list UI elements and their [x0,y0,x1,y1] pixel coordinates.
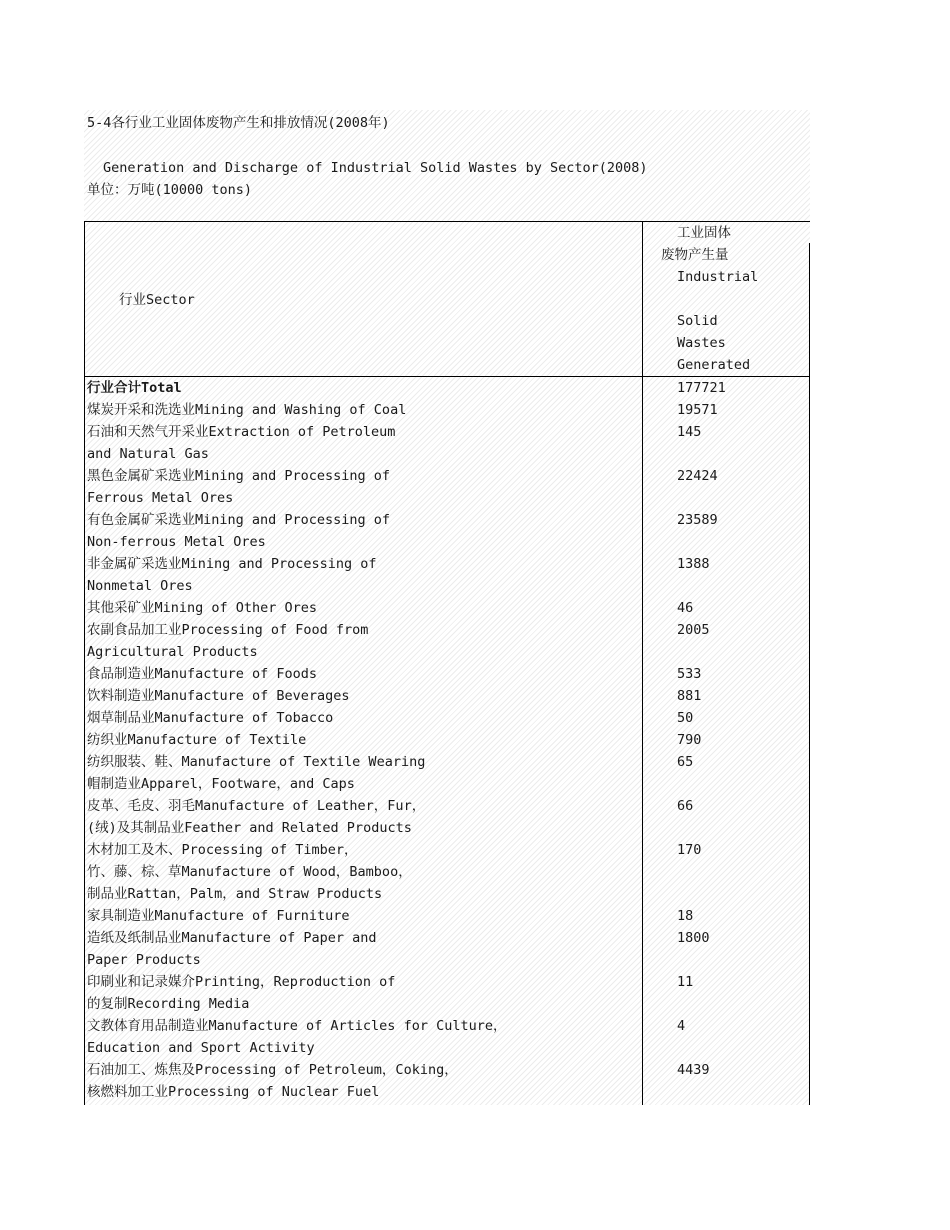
table-row-value: 533 [677,666,702,682]
page-title: 5-4各行业工业固体废物产生和排放情况(2008年) [87,115,390,131]
table-row-value: 790 [677,732,702,748]
table-right-border [809,243,810,1105]
table-top-border [84,221,810,222]
header-sector: 行业Sector [119,292,195,308]
table-row-value: 177721 [677,380,726,396]
page-subtitle: Generation and Discharge of Industrial Solid Wastes by Sector(2008) [103,160,648,176]
table-row-value: 170 [677,842,702,858]
table-row-sector: 石油加工、炼焦及Processing of Petroleum，Coking， 核燃料加工业Processing of Nuclear Fuel [87,1062,458,1100]
table-row-sector: 皮革、毛皮、羽毛Manufacture of Leather，Fur， (绒)及其制品业Feather and Related Products [87,798,426,836]
table-row-sector: 纺织服装、鞋、Manufacture of Textile Wearing 帽制造业Apparel，Footware，and Caps [87,754,426,792]
table-row-sector: 文教体育用品制造业Manufacture of Articles for Culture， Education and Sport Activity [87,1018,507,1056]
table-row-sector: 家具制造业Manufacture of Furniture [87,908,350,924]
table-row-sector: 有色金属矿采选业Mining and Processing of Non-ferrous Metal Ores [87,512,391,550]
table-row-value: 18 [677,908,694,924]
table-row-value: 66 [677,798,694,814]
table-row-value: 22424 [677,468,718,484]
table-row-value: 11 [677,974,694,990]
table-row-sector: 木材加工及木、Processing of Timber， 竹、藤、棕、草Manufacture of Wood，Bamboo， 制品业Rattan，Palm，and Straw Products [87,842,412,902]
table-row-value: 1800 [677,930,710,946]
column-divider [642,221,643,1105]
table-row-sector: 其他采矿业Mining of Other Ores [87,600,318,616]
table-row-sector: 行业合计Total [87,380,182,396]
table-row-sector: 烟草制品业Manufacture of Tobacco [87,710,334,726]
table-row-sector: 食品制造业Manufacture of Foods [87,666,318,682]
unit-label: 单位：万吨(10000 tons) [87,182,253,198]
table-row-sector: 农副食品加工业Processing of Food from Agricultural Products [87,622,369,660]
table-row-value: 145 [677,424,702,440]
header-col1-line-1: 工业固体 [677,225,731,241]
table-row-value: 65 [677,754,694,770]
table-row-sector: 纺织业Manufacture of Textile [87,732,307,748]
header-col1-line-7: Generated [677,357,751,373]
table-row-value: 1388 [677,556,710,572]
table-row-value: 46 [677,600,694,616]
table-row-value: 881 [677,688,702,704]
table-row-value: 4439 [677,1062,710,1078]
table-row-sector: 印刷业和记录媒介Printing，Reproduction of 的复制Recording Media [87,974,396,1012]
table-row-sector: 石油和天然气开采业Extraction of Petroleum and Natural Gas [87,424,396,462]
header-col1-line-6: Wastes [677,335,726,351]
table-row-sector: 非金属矿采选业Mining and Processing of Nonmetal Ores [87,556,377,594]
table-row-value: 23589 [677,512,718,528]
table-row-value: 19571 [677,402,718,418]
header-col1-line-2: 废物产生量 [661,247,729,263]
header-bottom-border [84,376,810,377]
header-col1-line-5: Solid [677,313,718,329]
table-row-sector: 造纸及纸制品业Manufacture of Paper and Paper Products [87,930,377,968]
table-row-value: 4 [677,1018,686,1034]
table-row-value: 2005 [677,622,710,638]
table-row-sector: 饮料制造业Manufacture of Beverages [87,688,350,704]
header-col1-line-3: Industrial [677,269,759,285]
table-left-border [84,221,85,1105]
table-row-sector: 煤炭开采和洗选业Mining and Washing of Coal [87,402,407,418]
table-row-value: 50 [677,710,694,726]
table-row-sector: 黑色金属矿采选业Mining and Processing of Ferrous Metal Ores [87,468,391,506]
